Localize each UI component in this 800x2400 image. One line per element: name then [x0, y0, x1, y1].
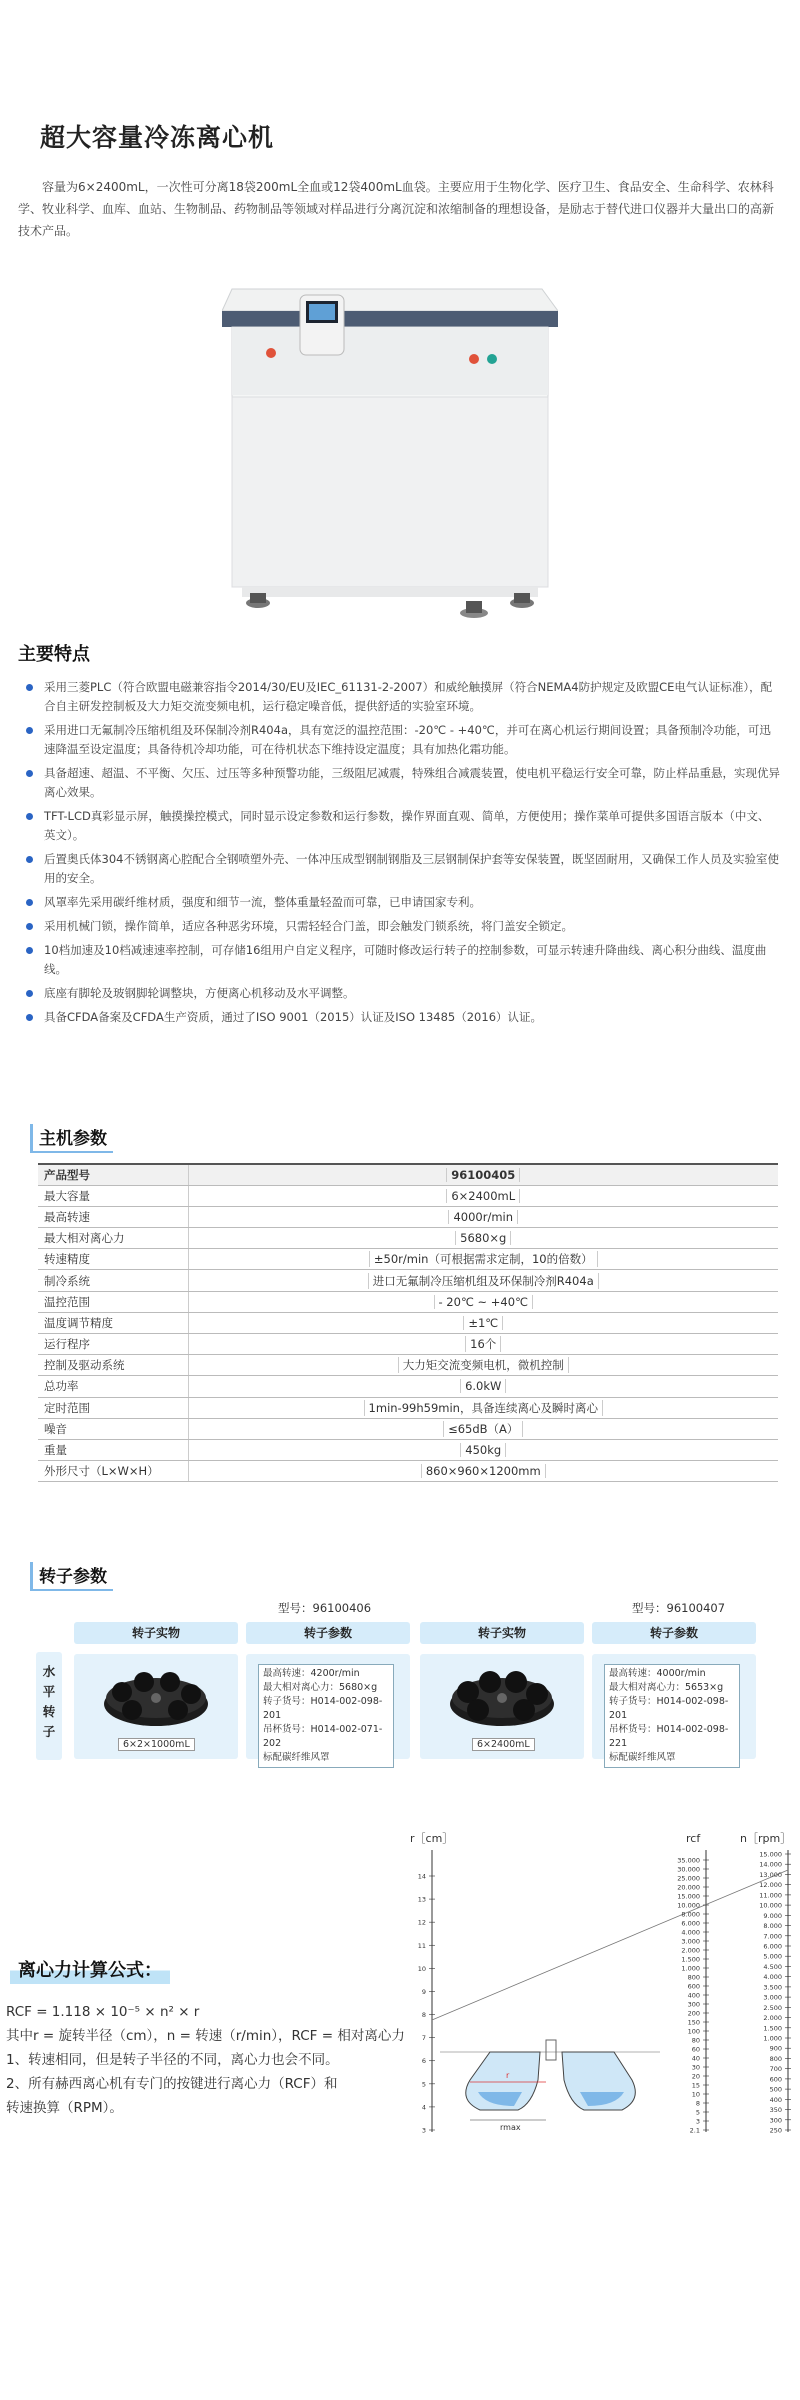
nomogram-n-tick-label: 2.000 — [763, 2014, 782, 2023]
param-value: 5680×g — [455, 1231, 511, 1245]
rotor-image — [96, 1662, 216, 1732]
nomogram-n-tick-label: 8.000 — [763, 1922, 782, 1931]
nomogram-n-tick-label: 7.000 — [763, 1932, 782, 1941]
param-key: 运行程序 — [38, 1334, 188, 1355]
nomogram-rcf-tick-label: 20.000 — [677, 1883, 700, 1892]
nomogram-rcf-tick-label: 80 — [691, 2036, 700, 2045]
rotor-photo-header: 转子实物 — [74, 1622, 238, 1644]
param-key: 产品型号 — [38, 1164, 188, 1185]
table-row — [38, 1164, 778, 1185]
nomogram-n-tick-label: 4.000 — [763, 1973, 782, 1982]
param-key: 温度调节精度 — [38, 1312, 188, 1333]
param-key: 最大容量 — [38, 1185, 188, 1206]
nomogram-r-tick-label: 12 — [417, 1918, 426, 1927]
nomogram-rcf-tick-label: 4.000 — [681, 1928, 700, 1937]
nomogram-n-tick-label: 250 — [769, 2126, 782, 2135]
nomogram-n-tick-label: 5.000 — [763, 1952, 782, 1961]
nomogram-r-tick-label: 13 — [417, 1895, 426, 1904]
table-row — [38, 1439, 778, 1460]
rotor-photo-panel — [420, 1654, 584, 1759]
nomogram-n-tick-label: 500 — [769, 2085, 782, 2094]
nomogram-rcf-tick-label: 800 — [687, 1973, 700, 1982]
nomogram-n-tick-label: 400 — [769, 2095, 782, 2104]
table-row — [38, 1376, 778, 1397]
nomogram-r-tick-label: 7 — [421, 2034, 426, 2043]
feature-item: 具备超速、超温、不平衡、欠压、过压等多种预警功能，三级阻尼减震，特殊组合减震装置，使电机平稳运行安全可靠，防止样品重悬，实现优异离心效果。 — [24, 764, 780, 802]
nomogram-r-tick-label: 8 — [421, 2011, 426, 2020]
param-value: 6.0kW — [460, 1379, 506, 1393]
feature-item: 风罩率先采用碳纤维材质，强度和细节一流，整体重量轻盈而可靠，已申请国家专利。 — [24, 893, 780, 912]
param-key: 转速精度 — [38, 1249, 188, 1270]
table-row — [38, 1228, 778, 1249]
nomogram-n-tick-label: 1.500 — [763, 2024, 782, 2033]
nomogram-rcf-tick-label: 3 — [695, 2117, 700, 2126]
rotor-image — [442, 1662, 562, 1732]
centrifuge-image — [222, 285, 558, 625]
param-value: ±1℃ — [463, 1316, 503, 1330]
rcf-nomogram — [410, 1830, 800, 2140]
params-table — [38, 1163, 778, 1482]
formula-equation: RCF = 1.118 × 10⁻⁵ × n² × r — [6, 2004, 200, 2020]
nomogram-rcf-tick-label: 40 — [691, 2054, 700, 2063]
nomogram-r-tick-label: 9 — [421, 1987, 426, 1996]
rotor-model-label: 型号：96100406 — [278, 1601, 372, 1615]
rotor-type-label: 水 平 转 子 — [36, 1652, 62, 1760]
nomogram-rcf-tick-label: 10 — [691, 2090, 700, 2099]
feature-item: 后置奥氏体304不锈钢离心腔配合全钢喷塑外壳、一体冲压成型钢制钢脂及三层钢制保护套等安保装置，既坚固耐用，又确保工作人员及实验室使用的安全。 — [24, 850, 780, 888]
formula-heading: 离心力计算公式： — [10, 1954, 170, 1984]
param-key: 外形尺寸（L×W×H） — [38, 1461, 188, 1482]
rotor-spec-list: 最高转速：4000r/min 最大相对离心力：5653×g 转子货号：H014-002-098-201 吊杯货号：H014-002-098-221 标配碳纤维风罩 — [604, 1664, 740, 1768]
nomogram-r-tick-label: 4 — [421, 2103, 426, 2112]
nomogram-n-tick-label: 3.000 — [763, 1993, 782, 2002]
rotor-heading: 转子参数 — [30, 1562, 113, 1591]
table-row — [38, 1418, 778, 1439]
nomogram-rcf-tick-label: 600 — [687, 1982, 700, 1991]
formula-note: 转速换算（RPM）。 — [6, 2100, 123, 2116]
nomogram-rcf-tick-label: 150 — [687, 2018, 700, 2027]
feature-item: 具备CFDA备案及CFDA生产资质，通过了ISO 9001（2015）认证及ISO 13485（2016）认证。 — [24, 1008, 780, 1027]
nomogram-n-tick-label: 600 — [769, 2075, 782, 2084]
nomogram-n-tick-label: 300 — [769, 2116, 782, 2125]
feature-item: 采用机械门锁，操作简单，适应各种恶劣环境，只需轻轻合门盖，即会触发门锁系统，将门盖安全锁定。 — [24, 917, 780, 936]
page-title: 超大容量冷冻离心机 — [40, 123, 275, 152]
nomogram-rcf-tick-label: 8.000 — [681, 1910, 700, 1919]
feature-item: TFT-LCD真彩显示屏，触摸操控模式，同时显示设定参数和运行参数，操作界面直观、简单，方便使用；操作菜单可提供多国语言版本（中文、英文）。 — [24, 807, 780, 845]
param-value: ≤65dB（A） — [443, 1421, 523, 1437]
feature-item: 采用进口无氟制冷压缩机组及环保制冷剂R404a，具有宽泛的温控范围：-20℃ - +40℃，并可在离心机运行期间设置；具备预制冷功能，可迅速降温至设定温度；具备待机冷却功能，可在待机状态下维持设定温度；具有加热化霜功能。 — [24, 721, 780, 759]
nomogram-n-tick-label: 350 — [769, 2106, 782, 2115]
formula-note: 2、所有赫西离心机有专门的按键进行离心力（RCF）和 — [6, 2076, 338, 2092]
table-row — [38, 1461, 778, 1482]
rotor-model-label: 型号：96100407 — [632, 1601, 726, 1615]
nomogram-rcf-tick-label: 1.000 — [681, 1964, 700, 1973]
table-row — [38, 1397, 778, 1418]
rmax-label: rmax — [500, 2123, 521, 2132]
nomogram-n-tick-label: 800 — [769, 2054, 782, 2063]
rotor-param-header: 转子参数 — [246, 1622, 410, 1644]
param-key: 总功率 — [38, 1376, 188, 1397]
nomogram-n-tick-label: 3.500 — [763, 1983, 782, 1992]
swing-bucket-diagram — [440, 2040, 660, 2132]
features-list — [24, 678, 780, 1032]
param-key: 最大相对离心力 — [38, 1228, 188, 1249]
nomogram-r-label: r［cm］ — [410, 1832, 454, 1845]
param-value: 大力矩交流变频电机，微机控制 — [398, 1357, 569, 1373]
nomogram-n-tick-label: 10.000 — [759, 1901, 782, 1910]
features-heading: 主要特点 — [18, 644, 90, 665]
nomogram-rcf-tick-label: 8 — [695, 2099, 700, 2108]
param-value: ±50r/min（可根据需求定制，10的倍数） — [369, 1251, 598, 1267]
param-value: 16个 — [465, 1336, 501, 1352]
param-key: 制冷系统 — [38, 1270, 188, 1291]
param-value: 450kg — [460, 1443, 506, 1457]
table-row — [38, 1206, 778, 1227]
rotor-photo-panel — [74, 1654, 238, 1759]
nomogram-r-tick-label: 10 — [417, 1964, 426, 1973]
nomogram-rcf-tick-label: 400 — [687, 1991, 700, 2000]
nomogram-rcf-tick-label: 15 — [691, 2081, 700, 2090]
param-key: 控制及驱动系统 — [38, 1355, 188, 1376]
rotor-capacity-caption: 6×2400mL — [472, 1738, 535, 1751]
nomogram-n-tick-label: 13.000 — [759, 1870, 782, 1879]
nomogram-rcf-tick-label: 5 — [695, 2108, 700, 2117]
nomogram-rcf-tick-label: 300 — [687, 2000, 700, 2009]
param-value: 6×2400mL — [446, 1189, 520, 1203]
nomogram-rcf-tick-label: 3.000 — [681, 1937, 700, 1946]
nomogram-n-tick-label: 700 — [769, 2065, 782, 2074]
nomogram-rcf-label: rcf — [686, 1832, 701, 1845]
nomogram-rcf-tick-label: 6.000 — [681, 1919, 700, 1928]
nomogram-rcf-tick-label: 30 — [691, 2063, 700, 2072]
nomogram-r-tick-label: 3 — [421, 2126, 426, 2135]
nomogram-rcf-tick-label: 15.000 — [677, 1892, 700, 1901]
radius-label: r — [506, 2071, 510, 2080]
feature-item: 采用三菱PLC（符合欧盟电磁兼容指令2014/30/EU及IEC_61131-2-2007）和威纶触摸屏（符合NEMA4防护规定及欧盟CE电气认证标准），配合自主研发控制板及大力矩交流变频电机，运行稳定噪音低，提供舒适的实验室环境。 — [24, 678, 780, 716]
param-value: 1min-99h59min，具备连续离心及瞬时离心 — [364, 1400, 603, 1416]
nomogram-rcf-tick-label: 20 — [691, 2072, 700, 2081]
nomogram-n-tick-label: 15.000 — [759, 1850, 782, 1859]
table-row — [38, 1334, 778, 1355]
nomogram-n-tick-label: 9.000 — [763, 1911, 782, 1920]
table-row — [38, 1312, 778, 1333]
nomogram-n-tick-label: 900 — [769, 2044, 782, 2053]
rotor-spec-list: 最高转速：4200r/min 最大相对离心力：5680×g 转子货号：H014-002-098-201 吊杯货号：H014-002-071-202 标配碳纤维风罩 — [258, 1664, 394, 1768]
table-row — [38, 1249, 778, 1270]
nomogram-r-tick-label: 6 — [421, 2057, 426, 2066]
param-key: 噪音 — [38, 1418, 188, 1439]
rotor-capacity-caption: 6×2×1000mL — [118, 1738, 195, 1751]
nomogram-n-tick-label: 14.000 — [759, 1860, 782, 1869]
nomogram-r-tick-label: 11 — [417, 1941, 426, 1950]
nomogram-n-tick-label: 1.000 — [763, 2034, 782, 2043]
feature-item: 底座有脚轮及玻钢脚轮调整块，方便离心机移动及水平调整。 — [24, 984, 780, 1003]
nomogram-rcf-tick-label: 10.000 — [677, 1901, 700, 1910]
table-row — [38, 1355, 778, 1376]
nomogram-rcf-ticks — [677, 1857, 709, 2135]
nomogram-rcf-tick-label: 2.000 — [681, 1946, 700, 1955]
param-value: 进口无氟制冷压缩机组及环保制冷剂R404a — [368, 1273, 599, 1289]
param-key: 定时范围 — [38, 1397, 188, 1418]
nomogram-n-ticks — [759, 1851, 791, 2135]
nomogram-n-label: n［rpm］ — [740, 1832, 792, 1845]
formula-definition: 其中r = 旋转半径（cm），n = 转速（r/min），RCF = 相对离心力 — [6, 2028, 405, 2044]
nomogram-n-tick-label: 11.000 — [759, 1891, 782, 1900]
nomogram-rcf-tick-label: 200 — [687, 2009, 700, 2018]
nomogram-rcf-tick-label: 25.000 — [677, 1874, 700, 1883]
param-value: - 20℃ ~ +40℃ — [434, 1295, 533, 1309]
rotor-param-header: 转子参数 — [592, 1622, 756, 1644]
params-heading: 主机参数 — [30, 1124, 113, 1153]
nomogram-r-tick-label: 5 — [421, 2080, 426, 2089]
nomogram-rcf-tick-label: 30.000 — [677, 1865, 700, 1874]
param-key: 温控范围 — [38, 1291, 188, 1312]
param-value: 860×960×1200mm — [421, 1464, 546, 1478]
param-value: 4000r/min — [448, 1210, 518, 1224]
param-key: 重量 — [38, 1439, 188, 1460]
feature-item: 10档加速及10档减速速率控制，可存储16组用户自定义程序，可随时修改运行转子的控制参数，可显示转速升降曲线、离心积分曲线、温度曲线。 — [24, 941, 780, 979]
nomogram-rcf-tick-label: 35.000 — [677, 1856, 700, 1865]
nomogram-r-tick-label: 14 — [417, 1872, 426, 1881]
rotor-photo-header: 转子实物 — [420, 1622, 584, 1644]
nomogram-rcf-tick-label: 60 — [691, 2045, 700, 2054]
table-row — [38, 1270, 778, 1291]
param-value: 96100405 — [446, 1168, 520, 1182]
nomogram-n-tick-label: 6.000 — [763, 1942, 782, 1951]
nomogram-rcf-tick-label: 2.1 — [689, 2126, 700, 2135]
formula-note: 1、转速相同，但是转子半径的不同，离心力也会不同。 — [6, 2052, 339, 2068]
nomogram-n-tick-label: 12.000 — [759, 1881, 782, 1890]
table-row — [38, 1185, 778, 1206]
intro-paragraph: 容量为6×2400mL，一次性可分离18袋200mL全血或12袋400mL血袋。主要应用于生物化学、医疗卫生、食品安全、生命科学、农林科学、牧业科学、血库、血站、生物制品、药物制品等领域对样品进行分离沉淀和浓缩制备的理想设备，是励志于替代进口仪器并大量出口的高新技术产品。 — [18, 180, 775, 238]
nomogram-n-tick-label: 2.500 — [763, 2003, 782, 2012]
nomogram-n-tick-label: 4.500 — [763, 1962, 782, 1971]
table-row — [38, 1291, 778, 1312]
nomogram-rcf-tick-label: 1.500 — [681, 1955, 700, 1964]
nomogram-rcf-tick-label: 100 — [687, 2027, 700, 2036]
param-key: 最高转速 — [38, 1206, 188, 1227]
